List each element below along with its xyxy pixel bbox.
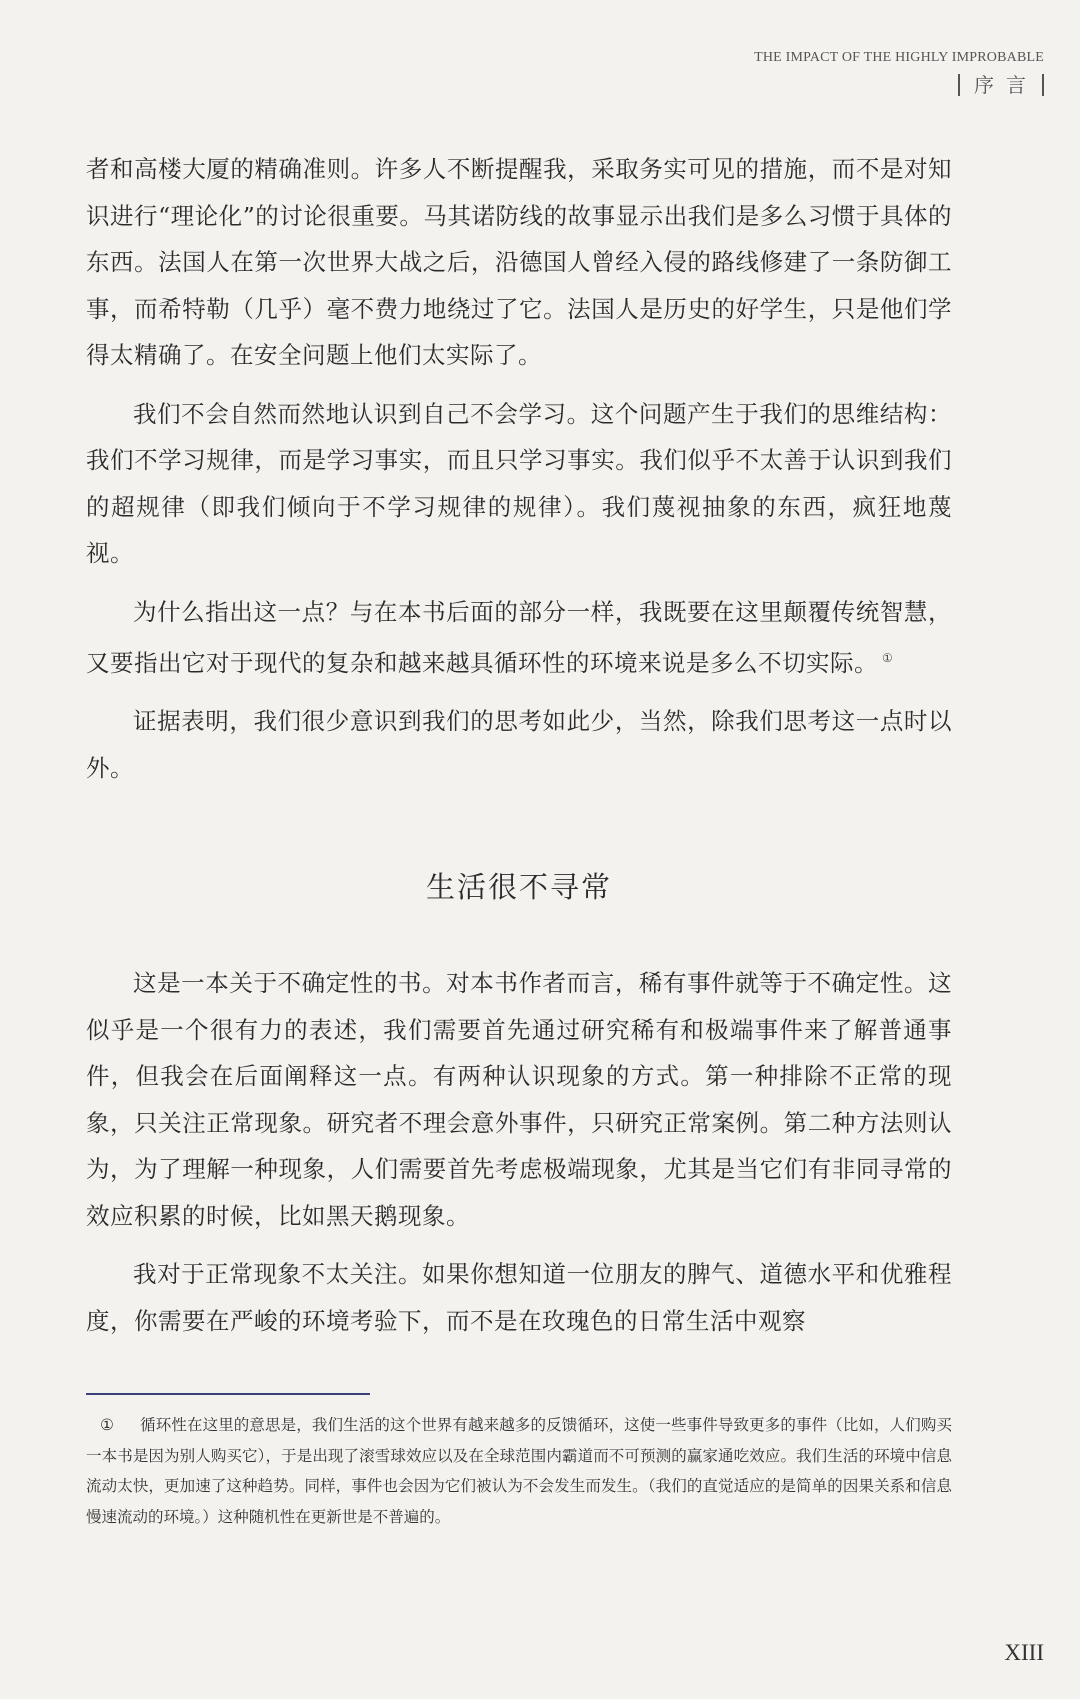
chapter-title-header: 序言: [958, 74, 1044, 96]
footnote-reference[interactable]: ①: [882, 651, 894, 665]
paragraph: 证据表明，我们很少意识到我们的思考如此少，当然，除我们思考这一点时以外。: [86, 707, 952, 782]
paragraph: 这是一本关于不确定性的书。对本书作者而言，稀有事件就等于不确定性。这似乎是一个很有力的表述，我们需要首先通过研究稀有和极端事件来了解普通事件，但我会在后面阐释这一点。有两种认识现象的方式。第一种排除不正常的现象，只关注正常现象。研究者不理会意外事件，只研究正常案例。第二种方法则认为，为了理解一种现象，人们需要首先考虑极端现象，尤其是当它们有非同寻常的效应积累的时候，比如黑天鹅现象。: [86, 969, 952, 1230]
page-number: XIII: [1004, 1640, 1044, 1665]
running-head: [754, 50, 1044, 96]
footnote: [86, 1410, 952, 1532]
page-body: [86, 146, 952, 1344]
footnote-mark: ①: [100, 1416, 114, 1434]
paragraph: 我对于正常现象不太关注。如果你想知道一位朋友的脾气、道德水平和优雅程度，你需要在严峻的环境考验下，而不是在玫瑰色的日常生活中观察: [86, 1260, 952, 1335]
section-heading: 生活很不寻常: [425, 870, 612, 905]
footnote-text: 循环性在这里的意思是，我们生活的这个世界有越来越多的反馈循环，这使一些事件导致更多的事件（比如，人们购买一本书是因为别人购买它），于是出现了滚雪球效应以及在全球范围内霸道而不可预测的赢家通吃效应。我们生活的环境中信息流动太快，更加速了这种趋势。同样，事件也会因为它们被认为不会发生而发生。（我们的直觉适应的是简单的因果关系和信息慢速流动的环境。）这种随机性在更新世是不普遍的。: [86, 1416, 952, 1526]
paragraph-text: 为什么指出这一点？与在本书后面的部分一样，我既要在这里颠覆传统智慧，又要指出它对于现代的复杂和越来越具循环性的环境来说是多么不切实际。: [86, 597, 952, 677]
paragraph: 者和高楼大厦的精确准则。许多人不断提醒我，采取务实可见的措施，而不是对知识进行“理论化”的讨论很重要。马其诺防线的故事显示出我们是多么习惯于具体的东西。法国人在第一次世界大战之后，沿德国人曾经入侵的路线修建了一条防御工事，而希特勒（几乎）毫不费力地绕过了它。法国人是历史的好学生，只是他们学得太精确了。在安全问题上他们太实际了。: [86, 155, 952, 369]
book-title-header: THE IMPACT OF THE HIGHLY IMPROBABLE: [754, 50, 1044, 65]
paragraph: 我们不会自然而然地认识到自己不会学习。这个问题产生于我们的思维结构：我们不学习规律，而是学习事实，而且只学习事实。我们似乎不太善于认识到我们的超规律（即我们倾向于不学习规律的规律）。我们蔑视抽象的东西，疯狂地蔑视。: [86, 399, 952, 567]
paragraph-with-footnote: [86, 589, 952, 687]
footnote-divider: [86, 1393, 370, 1395]
